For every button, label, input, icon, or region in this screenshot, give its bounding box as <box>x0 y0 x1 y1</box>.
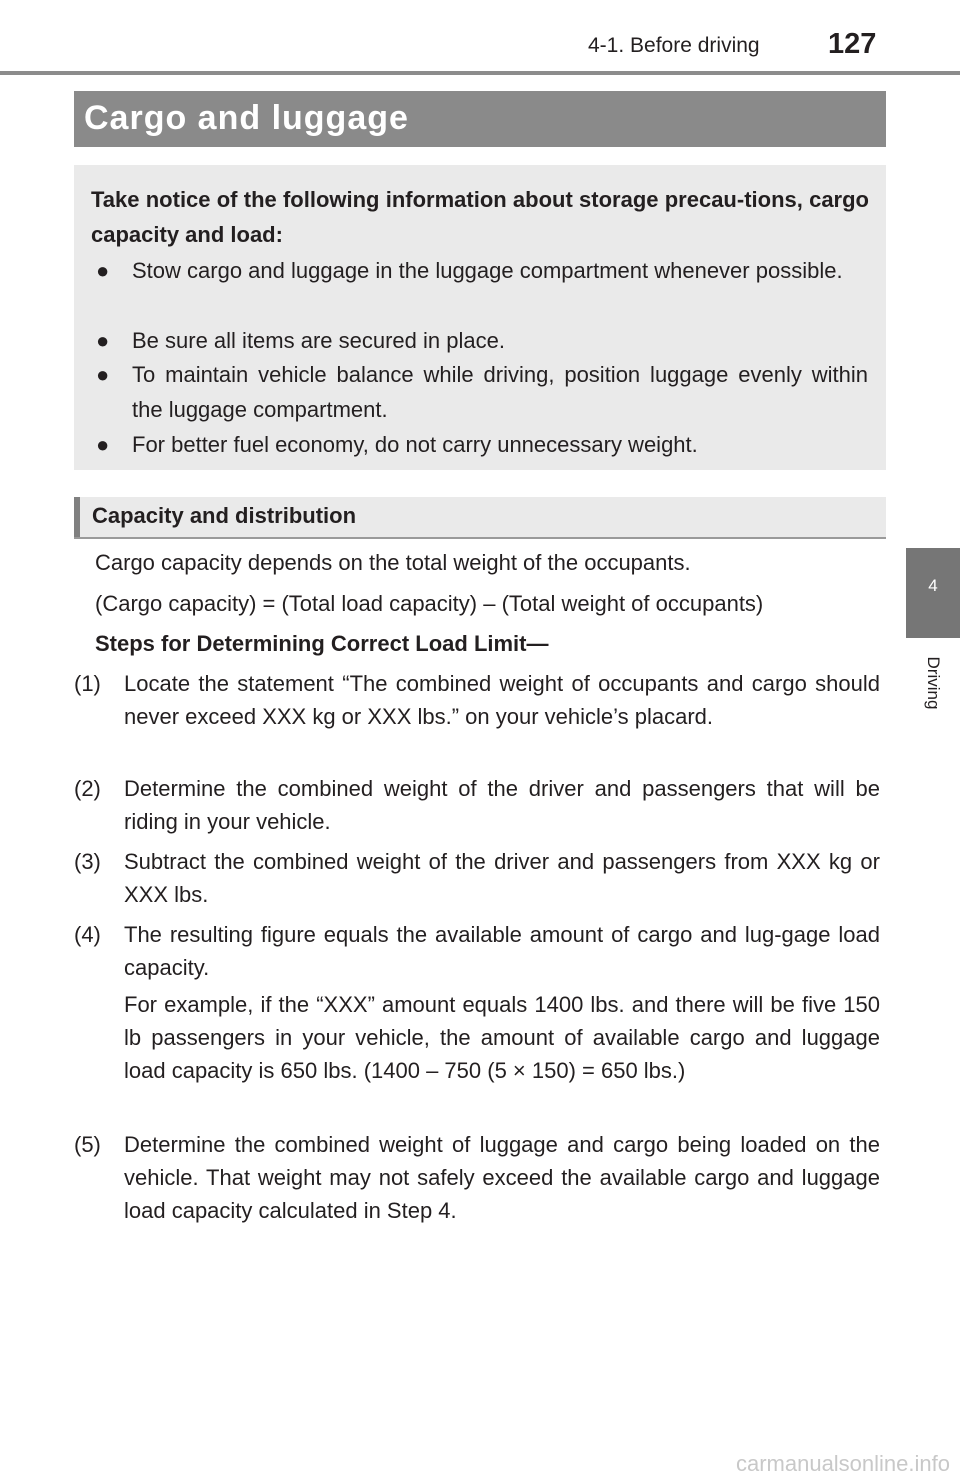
step-text: The resulting figure equals the available amount of cargo and lug-gage load capacity. <box>124 922 880 980</box>
subsection-header <box>74 497 886 537</box>
bullet-icon: ● <box>96 328 110 353</box>
intro-bullet <box>96 427 868 462</box>
page-number: 127 <box>828 28 877 60</box>
section-title-bar <box>74 91 886 147</box>
intro-bullet-text: To maintain vehicle balance while driving, position luggage evenly within the luggage compartment. <box>132 362 868 422</box>
subsection-rule <box>74 537 886 539</box>
step-text: Locate the statement “The combined weight of occupants and cargo should never exceed XXX kg or XXX lbs.” on your vehicle’s placard. <box>124 671 880 729</box>
chapter-tab-label: Driving <box>924 656 943 710</box>
intro-bullet <box>96 323 868 358</box>
step-item <box>74 918 880 984</box>
intro-bullet <box>96 357 868 427</box>
chapter-tab-number: 4 <box>928 576 938 595</box>
intro-bullet-text: Stow cargo and luggage in the luggage compartment whenever possible. <box>132 258 843 283</box>
header-divider <box>0 71 960 75</box>
step-text: Determine the combined weight of the driver and passengers that will be riding in your vehicle. <box>124 776 880 834</box>
step-number: (3) <box>74 849 101 874</box>
subsection-accent <box>74 497 80 537</box>
intro-bullet-text: For better fuel economy, do not carry unnecessary weight. <box>132 432 698 457</box>
step-item <box>74 1128 880 1227</box>
bullet-icon: ● <box>96 362 110 387</box>
bullet-icon: ● <box>96 258 110 283</box>
capacity-paragraph: Cargo capacity depends on the total weight of the occupants. <box>95 550 691 575</box>
watermark: carmanualsonline.info <box>735 1451 950 1476</box>
subsection-title: Capacity and distribution <box>92 503 357 528</box>
step-text: Determine the combined weight of luggage and cargo being loaded on the vehicle. That weight may not safely exceed the available cargo and luggage load capacity calculated in Step 4. <box>124 1132 880 1223</box>
step-number: (1) <box>74 671 101 696</box>
step-number: (2) <box>74 776 101 801</box>
step-text: Subtract the combined weight of the driver and passengers from XXX kg or XXX lbs. <box>124 849 880 907</box>
step-item <box>74 667 880 733</box>
section-title: Cargo and luggage <box>84 99 409 137</box>
step-number: (5) <box>74 1132 101 1157</box>
intro-bullet <box>96 253 868 288</box>
step-item <box>74 845 880 911</box>
intro-lead: Take notice of the following information about storage precau-tions, cargo capacity and load: <box>91 187 869 247</box>
step-number: (4) <box>74 922 101 947</box>
step-example: For example, if the “XXX” amount equals 1400 lbs. and there will be five 150 lb passengers in your vehicle, the amount of available cargo and luggage load capacity is 650 lbs. (1400 – 750 (5 × 150) = 650 lbs.) <box>124 992 880 1083</box>
intro-bullet-text: Be sure all items are secured in place. <box>132 328 505 353</box>
bullet-icon: ● <box>96 432 110 457</box>
chapter-tab <box>906 548 960 638</box>
intro-box <box>74 165 886 470</box>
step-item <box>74 772 880 838</box>
steps-heading: Steps for Determining Correct Load Limit— <box>95 631 549 656</box>
header-section-title: 4-1. Before driving <box>588 34 760 57</box>
capacity-formula: (Cargo capacity) = (Total load capacity) – (Total weight of occupants) <box>95 591 764 616</box>
